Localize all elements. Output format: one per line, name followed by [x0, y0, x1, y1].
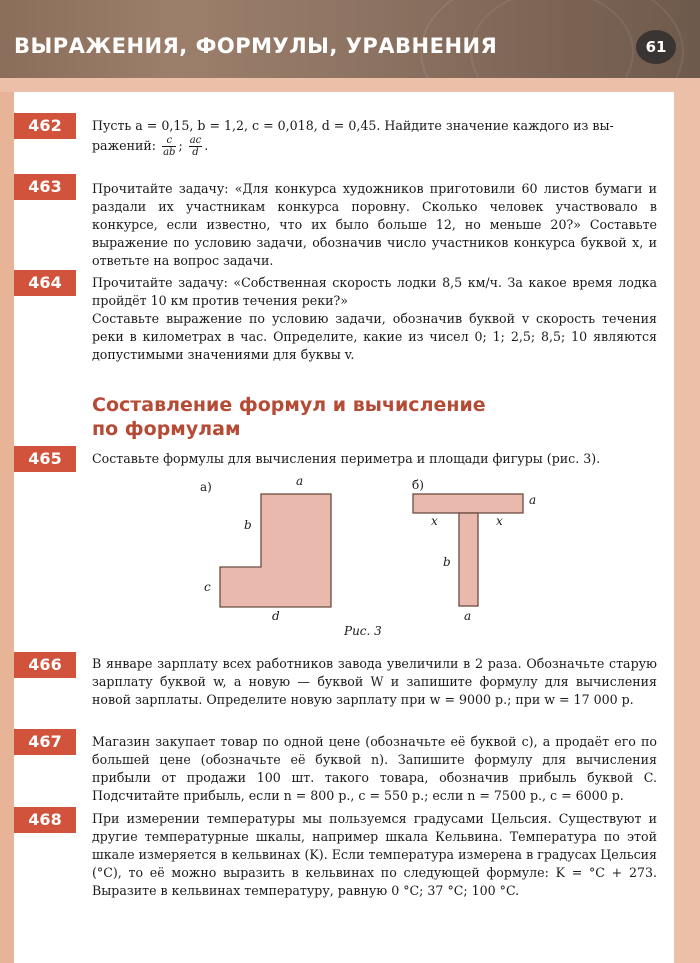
task-number-467: 467 — [14, 729, 76, 755]
task-number-466: 466 — [14, 652, 76, 678]
figure-b-label-x-left: x — [431, 514, 438, 528]
figure-a-label-d: d — [272, 609, 280, 623]
fraction-c-ab: $\frac{c}{ab}$ — [163, 135, 176, 158]
figure-b-stem — [459, 513, 478, 606]
figure-a-label-b: b — [244, 518, 252, 532]
figure-a-label-c: c — [204, 580, 211, 594]
figure-b-top-bar — [413, 494, 523, 513]
figure-b-label-b: b — [443, 555, 451, 569]
task-468-text: При измерении температуры мы пользуемся градусами Цельсия. Существуют и другие температурные шкалы, например шкала Кельвина. Температура по этой шкале измеряется в кельвинах (K). Если температура измерена в градусах Цельсия (°C), то её можно выразить в кельвинах по следующей формуле: K = °C + 273. Выразите в кельвинах температуру, равную 0 °C; 37 °C; 100 °C. — [92, 811, 657, 898]
figure-caption: Рис. 3 — [344, 624, 382, 638]
page-number: 61 — [636, 30, 676, 64]
task-466-text: В январе зарплату всех работников завода увеличили в 2 раза. Обозначьте старую зарплату буквой w, а новую — буквой W и запишите формулу для вычисления новой зарплаты. Определите новую зарплату при w = 9000 р.; при w = 17 000 р. — [92, 656, 657, 707]
task-number-463: 463 — [14, 174, 76, 200]
chapter-title: ВЫРАЖЕНИЯ, ФОРМУЛЫ, УРАВНЕНИЯ — [14, 34, 498, 58]
task-465-text: Составьте формулы для вычисления периметра и площади фигуры (рис. 3). — [92, 451, 601, 466]
figure-b-label-x-right: x — [496, 514, 503, 528]
task-462-line2: ражений: $\frac{c}{ab}$ ; $\frac{ac}{d}$ . — [92, 135, 209, 158]
figure-b-label-a-top: a — [529, 493, 537, 507]
task-464-problem: Прочитайте задачу: «Собственная скорость лодки 8,5 км/ч. За какое время лодка пройдёт 10 км против течения реки?» — [92, 275, 657, 308]
task-462-prefix: ражений: — [92, 138, 157, 153]
task-number-468: 468 — [14, 807, 76, 833]
task-464-question: Составьте выражение по условию задачи, обозначив буквой v скорость течения реки в километрах в час. Определите, какие из чисел 0; 1; 2,5; 8,5; 10 являются допустимыми значениями для буквы v. — [92, 311, 657, 362]
section-title: Составление формул и вычисление по формулам — [92, 394, 486, 440]
figure-a-label-a: a — [296, 474, 304, 488]
task-number-462: 462 — [14, 113, 76, 139]
figure-a-panel-label: а) — [200, 480, 212, 494]
figure-a-shape — [220, 494, 331, 607]
task-463-text: Прочитайте задачу: «Для конкурса художников приготовили 60 листов бумаги и раздали их участникам конкурса поровну. Сколько человек участвовало в конкурсе, если известно, что их было больше 12, но меньше 20?» Составьте выражение по условию задачи, обозначив число участников конкурса буквой x, и ответьте на вопрос задачи. — [92, 181, 657, 268]
task-number-465: 465 — [14, 446, 76, 472]
task-462-line1: Пусть a = 0,15, b = 1,2, c = 0,018, d = 0,45. Найдите значение каждого из вы- — [92, 118, 614, 133]
task-467-text: Магазин закупает товар по одной цене (обозначьте её буквой c), а продаёт его по большей цене (обозначьте её буквой n). Запишите формулу для вычисления прибыли от продажи 100 шт. такого товара, обозначив прибыль буквой C. Подсчитайте прибыль, если n = 800 р., c = 550 р.; если n = 7500 р., c = 6000 р. — [92, 734, 657, 803]
figure-b-panel-label: б) — [412, 478, 424, 492]
fraction-ac-d: $\frac{ac}{d}$ — [189, 135, 202, 158]
task-number-464: 464 — [14, 270, 76, 296]
figure-b-label-a-bottom: a — [464, 609, 472, 623]
